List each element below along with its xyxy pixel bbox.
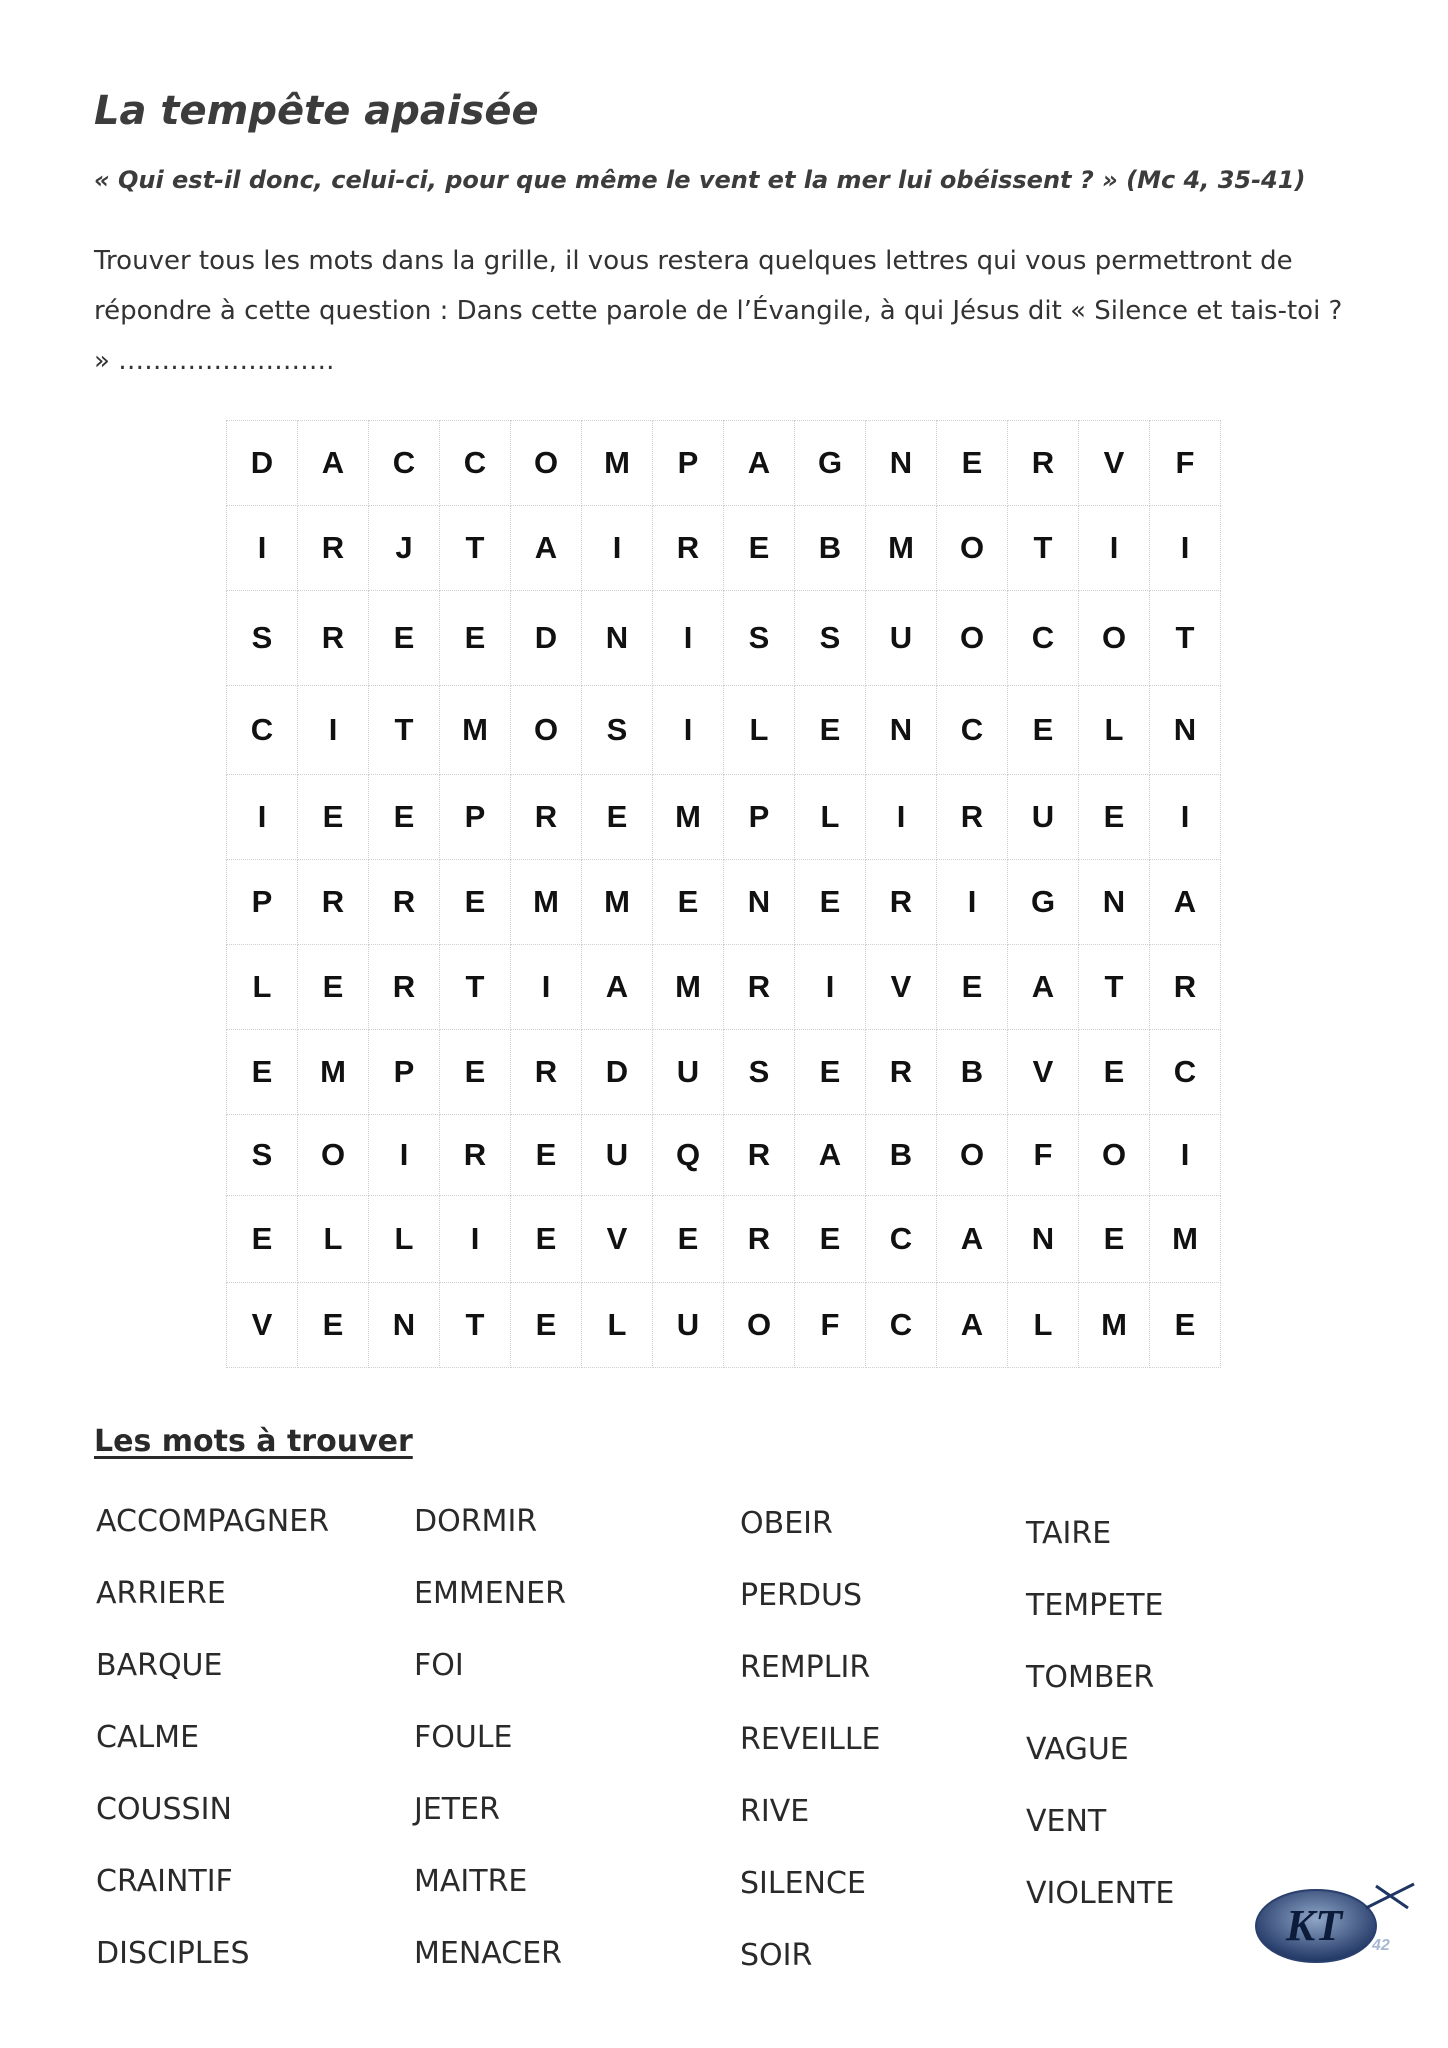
grid-cell: I bbox=[1079, 506, 1150, 591]
grid-cell: R bbox=[724, 1115, 795, 1196]
grid-cell: L bbox=[795, 775, 866, 860]
grid-cell: P bbox=[724, 775, 795, 860]
grid-cell: I bbox=[582, 506, 653, 591]
grid-cell: R bbox=[653, 506, 724, 591]
grid-row bbox=[227, 775, 1221, 860]
grid-row bbox=[227, 421, 1221, 506]
grid-cell: C bbox=[866, 1283, 937, 1368]
word-item: BARQUE bbox=[96, 1648, 223, 1683]
grid-cell: O bbox=[937, 591, 1008, 686]
grid-cell: M bbox=[511, 860, 582, 945]
grid-cell: M bbox=[1079, 1283, 1150, 1368]
grid-cell: I bbox=[653, 591, 724, 686]
grid-cell: S bbox=[227, 591, 298, 686]
grid-cell: F bbox=[1150, 421, 1221, 506]
word-column-3 bbox=[740, 1488, 881, 1992]
grid-cell: I bbox=[511, 945, 582, 1030]
grid-cell: T bbox=[440, 506, 511, 591]
grid-cell: N bbox=[724, 860, 795, 945]
word-column-1 bbox=[96, 1486, 329, 1990]
grid-cell: E bbox=[298, 775, 369, 860]
grid-cell: U bbox=[1008, 775, 1079, 860]
grid-cell: I bbox=[1150, 506, 1221, 591]
grid-cell: O bbox=[511, 421, 582, 506]
grid-cell: T bbox=[1150, 591, 1221, 686]
grid-cell: N bbox=[1008, 1196, 1079, 1283]
word-item: CALME bbox=[96, 1720, 200, 1755]
grid-cell: U bbox=[653, 1283, 724, 1368]
grid-cell: E bbox=[795, 1030, 866, 1115]
grid-row bbox=[227, 1283, 1221, 1368]
word-item: CRAINTIF bbox=[96, 1864, 233, 1899]
grid-cell: S bbox=[724, 1030, 795, 1115]
grid-cell: E bbox=[1079, 1030, 1150, 1115]
grid-cell: L bbox=[582, 1283, 653, 1368]
grid-cell: E bbox=[1079, 1196, 1150, 1283]
grid-cell: I bbox=[369, 1115, 440, 1196]
grid-cell: E bbox=[440, 860, 511, 945]
grid-cell: V bbox=[866, 945, 937, 1030]
words-heading: Les mots à trouver bbox=[94, 1424, 413, 1459]
grid-cell: E bbox=[795, 1196, 866, 1283]
grid-cell: R bbox=[1008, 421, 1079, 506]
grid-cell: I bbox=[298, 686, 369, 775]
word-item: FOI bbox=[414, 1648, 464, 1683]
grid-cell: M bbox=[582, 421, 653, 506]
grid-cell: A bbox=[1008, 945, 1079, 1030]
grid-row bbox=[227, 506, 1221, 591]
grid-cell: E bbox=[795, 686, 866, 775]
grid-cell: A bbox=[724, 421, 795, 506]
grid-cell: D bbox=[511, 591, 582, 686]
grid-cell: O bbox=[1079, 1115, 1150, 1196]
grid-cell: T bbox=[1008, 506, 1079, 591]
grid-cell: M bbox=[653, 945, 724, 1030]
word-item: ACCOMPAGNER bbox=[96, 1504, 330, 1539]
grid-cell: P bbox=[440, 775, 511, 860]
grid-row bbox=[227, 860, 1221, 945]
word-item: FOULE bbox=[414, 1720, 513, 1755]
word-column-4 bbox=[1026, 1498, 1174, 1930]
grid-cell: M bbox=[866, 506, 937, 591]
grid-cell: I bbox=[795, 945, 866, 1030]
grid-cell: I bbox=[1150, 775, 1221, 860]
word-item: SILENCE bbox=[740, 1866, 866, 1901]
grid-cell: D bbox=[227, 421, 298, 506]
grid-cell: E bbox=[440, 591, 511, 686]
grid-cell: U bbox=[866, 591, 937, 686]
grid-cell: V bbox=[1079, 421, 1150, 506]
grid-cell: E bbox=[227, 1196, 298, 1283]
word-item: MENACER bbox=[414, 1936, 563, 1971]
grid-cell: V bbox=[227, 1283, 298, 1368]
kt42-logo bbox=[1248, 1878, 1418, 1968]
word-item: TAIRE bbox=[1026, 1516, 1112, 1551]
grid-cell: A bbox=[298, 421, 369, 506]
grid-cell: R bbox=[369, 945, 440, 1030]
word-item: VIOLENTE bbox=[1026, 1876, 1175, 1911]
grid-cell: O bbox=[298, 1115, 369, 1196]
word-item: OBEIR bbox=[740, 1506, 833, 1541]
grid-cell: E bbox=[724, 506, 795, 591]
grid-cell: A bbox=[795, 1115, 866, 1196]
grid-cell: R bbox=[866, 860, 937, 945]
grid-cell: O bbox=[1079, 591, 1150, 686]
grid-cell: U bbox=[653, 1030, 724, 1115]
grid-cell: G bbox=[1008, 860, 1079, 945]
word-item: REVEILLE bbox=[740, 1722, 881, 1757]
grid-cell: E bbox=[369, 591, 440, 686]
grid-cell: C bbox=[369, 421, 440, 506]
grid-cell: Q bbox=[653, 1115, 724, 1196]
grid-cell: R bbox=[298, 591, 369, 686]
grid-cell: P bbox=[227, 860, 298, 945]
grid-cell: R bbox=[724, 945, 795, 1030]
grid-cell: N bbox=[582, 591, 653, 686]
grid-cell: C bbox=[937, 686, 1008, 775]
grid-cell: B bbox=[937, 1030, 1008, 1115]
grid-cell: O bbox=[724, 1283, 795, 1368]
grid-cell: T bbox=[440, 1283, 511, 1368]
grid-cell: E bbox=[653, 1196, 724, 1283]
grid-cell: C bbox=[440, 421, 511, 506]
grid-row bbox=[227, 1030, 1221, 1115]
grid-cell: N bbox=[1079, 860, 1150, 945]
grid-cell: C bbox=[1150, 1030, 1221, 1115]
grid-cell: N bbox=[866, 421, 937, 506]
grid-cell: I bbox=[440, 1196, 511, 1283]
grid-cell: M bbox=[653, 775, 724, 860]
grid-cell: O bbox=[937, 1115, 1008, 1196]
grid-cell: E bbox=[440, 1030, 511, 1115]
grid-cell: O bbox=[937, 506, 1008, 591]
grid-cell: S bbox=[227, 1115, 298, 1196]
grid-cell: S bbox=[724, 591, 795, 686]
grid-cell: N bbox=[866, 686, 937, 775]
grid-cell: E bbox=[1150, 1283, 1221, 1368]
word-item: PERDUS bbox=[740, 1578, 862, 1613]
grid-cell: C bbox=[1008, 591, 1079, 686]
grid-cell: F bbox=[795, 1283, 866, 1368]
grid-cell: E bbox=[937, 945, 1008, 1030]
grid-row bbox=[227, 1115, 1221, 1196]
grid-cell: E bbox=[511, 1283, 582, 1368]
grid-cell: E bbox=[1079, 775, 1150, 860]
grid-cell: B bbox=[866, 1115, 937, 1196]
word-column-2 bbox=[414, 1486, 566, 1990]
grid-row bbox=[227, 591, 1221, 686]
grid-cell: S bbox=[582, 686, 653, 775]
grid-cell: V bbox=[1008, 1030, 1079, 1115]
grid-cell: R bbox=[511, 1030, 582, 1115]
instructions: Trouver tous les mots dans la grille, il vous restera quelques lettres qui vous permettront de répondre à cette question : Dans cette parole de l’Évangile, à qui Jésus dit « Silence et tais-toi ? » ……………………. bbox=[94, 246, 1343, 376]
grid-cell: L bbox=[1079, 686, 1150, 775]
grid-cell: A bbox=[511, 506, 582, 591]
grid-cell: L bbox=[724, 686, 795, 775]
grid-cell: P bbox=[653, 421, 724, 506]
word-item: DISCIPLES bbox=[96, 1936, 250, 1971]
svg-text:42: 42 bbox=[1372, 1937, 1390, 1954]
grid-cell: G bbox=[795, 421, 866, 506]
grid-cell: F bbox=[1008, 1115, 1079, 1196]
bible-quote: « Qui est-il donc, celui-ci, pour que même le vent et la mer lui obéissent ? » (Mc 4, 35-41) bbox=[94, 166, 1306, 194]
grid-cell: C bbox=[866, 1196, 937, 1283]
grid-cell: E bbox=[937, 421, 1008, 506]
grid-cell: I bbox=[227, 775, 298, 860]
word-item: JETER bbox=[414, 1792, 500, 1827]
word-item: RIVE bbox=[740, 1794, 810, 1829]
grid-cell: L bbox=[227, 945, 298, 1030]
grid-cell: I bbox=[866, 775, 937, 860]
word-item: TEMPETE bbox=[1026, 1588, 1164, 1623]
grid-cell: I bbox=[653, 686, 724, 775]
grid-cell: L bbox=[1008, 1283, 1079, 1368]
word-item: TOMBER bbox=[1026, 1660, 1155, 1695]
grid-cell: A bbox=[1150, 860, 1221, 945]
grid-cell: E bbox=[653, 860, 724, 945]
grid-cell: O bbox=[511, 686, 582, 775]
grid-cell: I bbox=[1150, 1115, 1221, 1196]
grid-cell: N bbox=[1150, 686, 1221, 775]
svg-text:KT: KT bbox=[1285, 1901, 1343, 1950]
grid-cell: A bbox=[937, 1196, 1008, 1283]
page-title: La tempête apaisée bbox=[94, 88, 539, 134]
grid-cell: E bbox=[795, 860, 866, 945]
grid-cell: E bbox=[582, 775, 653, 860]
grid-cell: R bbox=[1150, 945, 1221, 1030]
grid-cell: T bbox=[440, 945, 511, 1030]
grid-cell: I bbox=[227, 506, 298, 591]
grid-cell: E bbox=[511, 1196, 582, 1283]
grid-cell: L bbox=[298, 1196, 369, 1283]
grid-cell: D bbox=[582, 1030, 653, 1115]
grid-cell: E bbox=[298, 1283, 369, 1368]
grid-cell: I bbox=[937, 860, 1008, 945]
grid-cell: R bbox=[369, 860, 440, 945]
grid-cell: M bbox=[440, 686, 511, 775]
grid-cell: R bbox=[866, 1030, 937, 1115]
word-item: VAGUE bbox=[1026, 1732, 1129, 1767]
grid-cell: R bbox=[724, 1196, 795, 1283]
grid-row bbox=[227, 945, 1221, 1030]
word-item: ARRIERE bbox=[96, 1576, 226, 1611]
grid-cell: V bbox=[582, 1196, 653, 1283]
word-item: REMPLIR bbox=[740, 1650, 871, 1685]
grid-cell: E bbox=[1008, 686, 1079, 775]
grid-cell: R bbox=[440, 1115, 511, 1196]
grid-cell: U bbox=[582, 1115, 653, 1196]
word-item: COUSSIN bbox=[96, 1792, 232, 1827]
word-item: MAITRE bbox=[414, 1864, 528, 1899]
grid-cell: C bbox=[227, 686, 298, 775]
grid-cell: P bbox=[369, 1030, 440, 1115]
grid-row bbox=[227, 1196, 1221, 1283]
word-item: VENT bbox=[1026, 1804, 1107, 1839]
grid-cell: R bbox=[298, 506, 369, 591]
grid-cell: J bbox=[369, 506, 440, 591]
grid-cell: N bbox=[369, 1283, 440, 1368]
grid-cell: E bbox=[227, 1030, 298, 1115]
word-item: SOIR bbox=[740, 1938, 813, 1973]
grid-cell: M bbox=[298, 1030, 369, 1115]
grid-cell: R bbox=[298, 860, 369, 945]
grid-cell: E bbox=[369, 775, 440, 860]
grid-cell: T bbox=[369, 686, 440, 775]
grid-row bbox=[227, 686, 1221, 775]
grid-cell: A bbox=[937, 1283, 1008, 1368]
grid-cell: M bbox=[582, 860, 653, 945]
grid-cell: L bbox=[369, 1196, 440, 1283]
grid-cell: E bbox=[298, 945, 369, 1030]
grid-cell: S bbox=[795, 591, 866, 686]
word-item: EMMENER bbox=[414, 1576, 566, 1611]
grid-cell: A bbox=[582, 945, 653, 1030]
grid-cell: T bbox=[1079, 945, 1150, 1030]
word-search-grid bbox=[226, 420, 1221, 1368]
grid-cell: R bbox=[937, 775, 1008, 860]
grid-cell: M bbox=[1150, 1196, 1221, 1283]
grid-cell: E bbox=[511, 1115, 582, 1196]
grid-cell: B bbox=[795, 506, 866, 591]
word-item: DORMIR bbox=[414, 1504, 538, 1539]
grid-cell: R bbox=[511, 775, 582, 860]
